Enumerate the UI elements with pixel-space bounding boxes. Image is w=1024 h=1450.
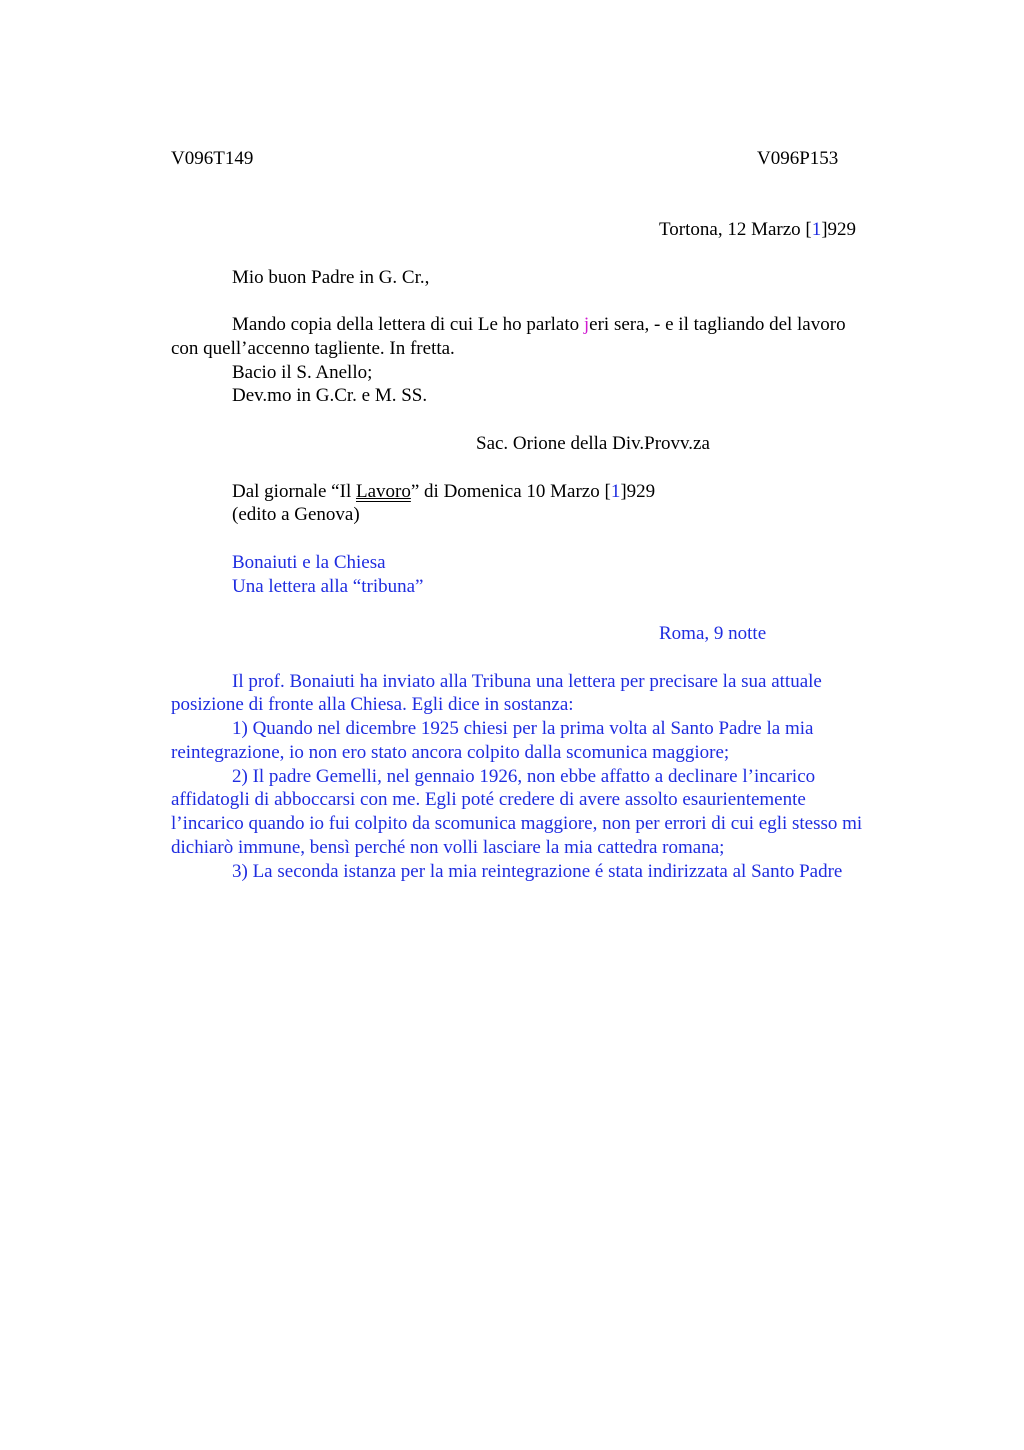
article-line: 2) Il padre Gemelli, nel gennaio 1926, non ebbe affatto a declinare l’incarico: [232, 766, 816, 787]
source-line: Dal giornale “Il Lavoro” di Domenica 10 Marzo [1]929: [232, 481, 656, 502]
source-place: (edito a Genova): [232, 504, 360, 525]
letter-date: Tortona, 12 Marzo [1]929: [659, 219, 857, 240]
editorial-digit: 1: [610, 481, 621, 502]
article-line: Il prof. Bonaiuti ha inviato alla Tribuna una lettera per precisare la sua attuale: [232, 671, 822, 692]
document-code-left: V096T149: [171, 148, 254, 169]
letter-body-line: Mando copia della lettera di cui Le ho parlato jeri sera, - e il tagliando del lavoro: [232, 314, 846, 335]
letter-closing: Bacio il S. Anello;: [232, 362, 373, 383]
editorial-correction: j: [583, 314, 590, 335]
newspaper-name: Lavoro: [355, 481, 411, 502]
article-line: posizione di fronte alla Chiesa. Egli dice in sostanza:: [171, 694, 574, 715]
article-dateline: Roma, 9 notte: [659, 623, 767, 644]
editorial-digit: 1: [811, 219, 822, 240]
article-line: affidatogli di abboccarsi con me. Egli poté credere di avere assolto esaurientemente: [171, 789, 806, 810]
signature: Sac. Orione della Div.Provv.za: [476, 433, 710, 454]
letter-body-line: con quell’accenno tagliente. In fretta.: [171, 338, 455, 359]
article-line: dichiarò immune, bensì perché non volli lasciare la mia cattedra romana;: [171, 837, 725, 858]
letter-closing: Dev.mo in G.Cr. e M. SS.: [232, 385, 428, 406]
salutation: Mio buon Padre in G. Cr.,: [232, 267, 430, 288]
article-title: Bonaiuti e la Chiesa: [232, 552, 386, 573]
article-line: 1) Quando nel dicembre 1925 chiesi per la prima volta al Santo Padre la mia: [232, 718, 814, 739]
article-line: l’incarico quando io fui colpito da scomunica maggiore, non per errori di cui egli stesso mi: [171, 813, 863, 834]
article-line: reintegrazione, io non ero stato ancora colpito dalla scomunica maggiore;: [171, 742, 730, 763]
article-line: 3) La seconda istanza per la mia reintegrazione é stata indirizzata al Santo Padre: [232, 861, 843, 882]
article-subtitle: Una lettera alla “tribuna”: [232, 576, 424, 597]
document-code-right: V096P153: [757, 148, 839, 169]
